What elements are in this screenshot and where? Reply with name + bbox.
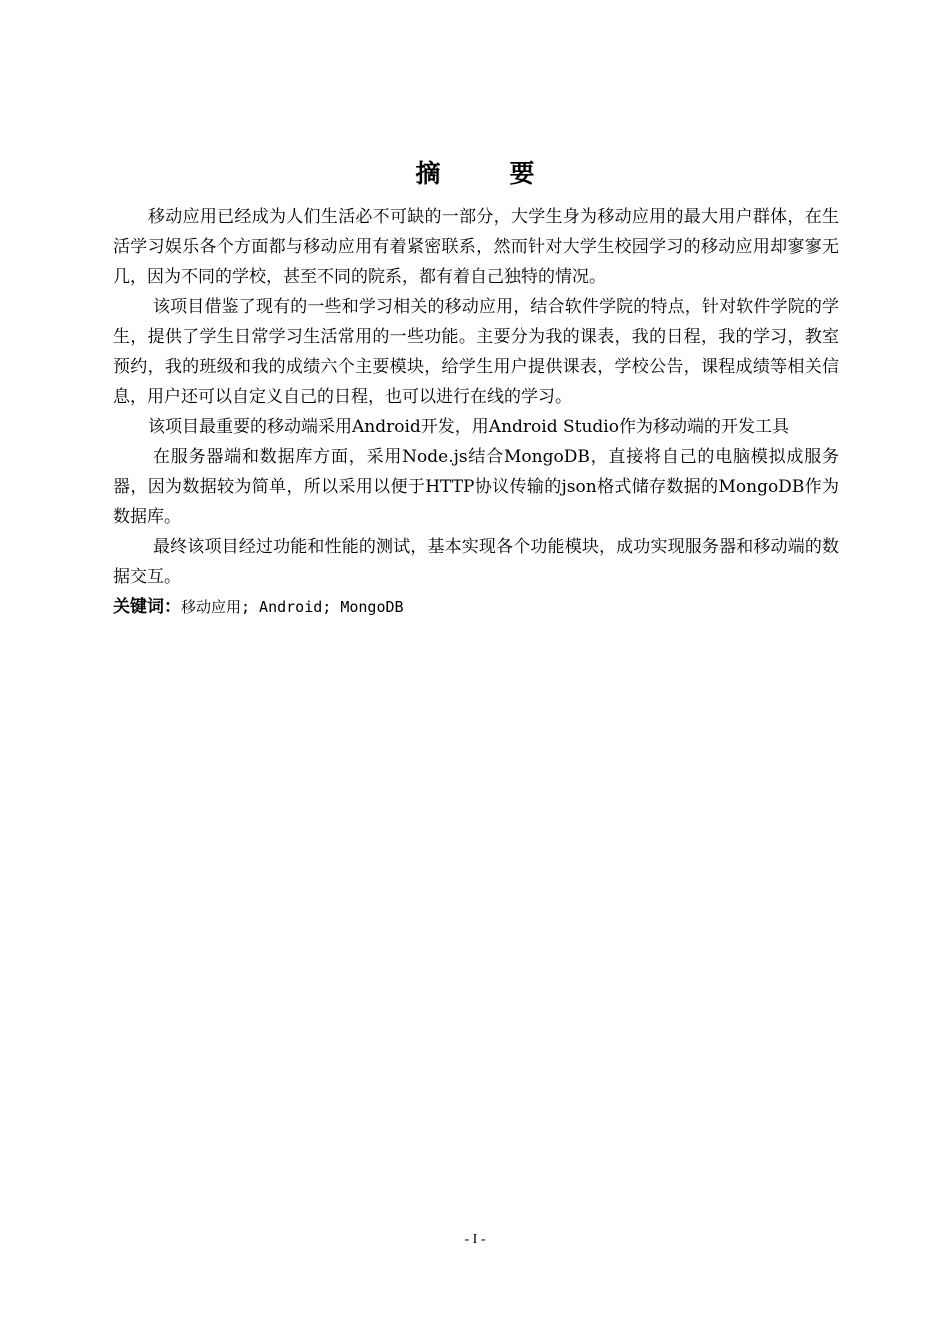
keywords-line: [113, 592, 839, 622]
abstract-paragraph-5: 最终该项目经过功能和性能的测试，基本实现各个功能模块，成功实现服务器和移动端的数据交互。: [113, 537, 839, 587]
page-number: - I -: [464, 1232, 486, 1247]
keywords-label: 关键词：: [113, 597, 181, 617]
abstract-body: [113, 202, 839, 592]
abstract-paragraph-3: 该项目最重要的移动端采用Android开发，用Android Studio作为移动端的开发工具: [148, 417, 789, 437]
abstract-paragraph-4: 在服务器端和数据库方面，采用Node.js结合MongoDB，直接将自己的电脑模拟成服务器，因为数据较为简单，所以采用以便于HTTP协议传输的json格式储存数据的MongoDB作为数据库。: [113, 447, 839, 527]
page-title: 摘 要: [415, 159, 557, 188]
abstract-paragraph-2: 该项目借鉴了现有的一些和学习相关的移动应用，结合软件学院的特点，针对软件学院的学生，提供了学生日常学习生活常用的一些功能。主要分为我的课表，我的日程，我的学习，教室预约，我的班级和我的成绩六个主要模块，给学生用户提供课表，学校公告，课程成绩等相关信息，用户还可以自定义自己的日程，也可以进行在线的学习。: [113, 297, 839, 407]
abstract-paragraph-1: 移动应用已经成为人们生活必不可缺的一部分，大学生身为移动应用的最大用户群体，在生活学习娱乐各个方面都与移动应用有着紧密联系，然而针对大学生校园学习的移动应用却寥寥无几，因为不同的学校，甚至不同的院系，都有着自己独特的情况。: [113, 207, 839, 287]
keywords-value: 移动应用; Android; MongoDB: [181, 598, 404, 616]
